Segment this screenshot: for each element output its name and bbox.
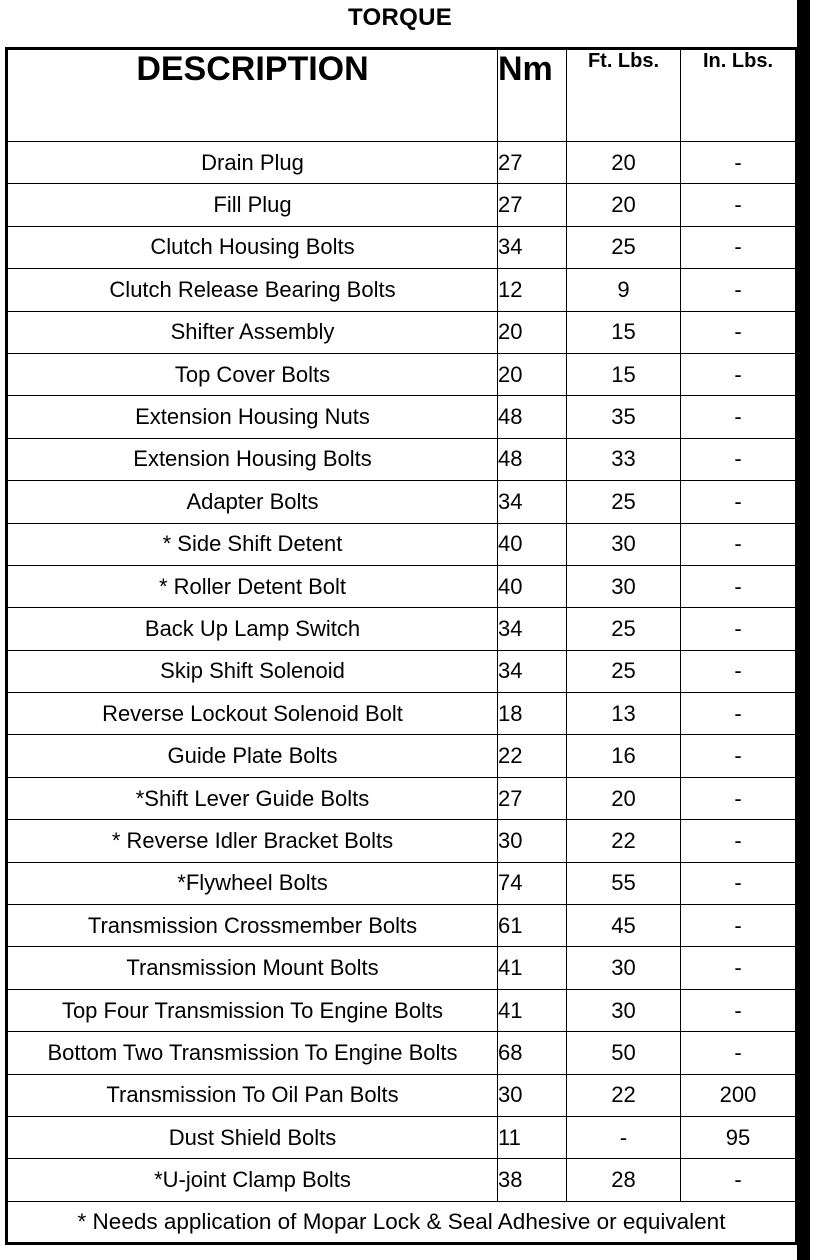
ft-lbs-cell: -: [567, 1116, 681, 1158]
description-cell: Clutch Housing Bolts: [7, 226, 498, 268]
in-lbs-cell: -: [681, 438, 797, 480]
table-row: [7, 735, 797, 777]
header-in-lbs: In. Lbs.: [681, 49, 797, 142]
table-row: [7, 608, 797, 650]
table-row: [7, 989, 797, 1031]
nm-cell: 18: [498, 693, 567, 735]
nm-cell: 11: [498, 1116, 567, 1158]
in-lbs-cell: -: [681, 565, 797, 607]
description-cell: * Side Shift Detent: [7, 523, 498, 565]
nm-cell: 27: [498, 184, 567, 226]
table-row: [7, 1032, 797, 1074]
ft-lbs-cell: 9: [567, 269, 681, 311]
description-cell: *Shift Lever Guide Bolts: [7, 777, 498, 819]
in-lbs-cell: -: [681, 947, 797, 989]
description-cell: Transmission Mount Bolts: [7, 947, 498, 989]
table-row: [7, 184, 797, 226]
nm-cell: 41: [498, 947, 567, 989]
nm-cell: 34: [498, 650, 567, 692]
nm-cell: 22: [498, 735, 567, 777]
in-lbs-cell: -: [681, 184, 797, 226]
description-cell: Top Cover Bolts: [7, 353, 498, 395]
ft-lbs-cell: 50: [567, 1032, 681, 1074]
ft-lbs-cell: 33: [567, 438, 681, 480]
ft-lbs-cell: 20: [567, 142, 681, 184]
table-row: [7, 650, 797, 692]
description-cell: *U-joint Clamp Bolts: [7, 1159, 498, 1201]
ft-lbs-cell: 25: [567, 226, 681, 268]
ft-lbs-cell: 55: [567, 862, 681, 904]
header-row: [7, 49, 797, 142]
table-row: [7, 565, 797, 607]
table-row: [7, 1159, 797, 1201]
in-lbs-cell: -: [681, 862, 797, 904]
table-row: [7, 269, 797, 311]
nm-cell: 20: [498, 311, 567, 353]
in-lbs-cell: -: [681, 989, 797, 1031]
header-description: DESCRIPTION: [7, 49, 498, 142]
description-cell: Top Four Transmission To Engine Bolts: [7, 989, 498, 1031]
ft-lbs-cell: 16: [567, 735, 681, 777]
ft-lbs-cell: 30: [567, 523, 681, 565]
ft-lbs-cell: 20: [567, 184, 681, 226]
ft-lbs-cell: 30: [567, 565, 681, 607]
in-lbs-cell: -: [681, 693, 797, 735]
page-title: TORQUE: [347, 4, 453, 31]
in-lbs-cell: -: [681, 142, 797, 184]
description-cell: * Roller Detent Bolt: [7, 565, 498, 607]
nm-cell: 34: [498, 608, 567, 650]
table-row: [7, 947, 797, 989]
description-cell: Extension Housing Bolts: [7, 438, 498, 480]
in-lbs-cell: -: [681, 269, 797, 311]
in-lbs-cell: -: [681, 523, 797, 565]
nm-cell: 61: [498, 905, 567, 947]
torque-table: [5, 47, 798, 1245]
in-lbs-cell: -: [681, 735, 797, 777]
description-cell: Transmission To Oil Pan Bolts: [7, 1074, 498, 1116]
in-lbs-cell: 95: [681, 1116, 797, 1158]
nm-cell: 38: [498, 1159, 567, 1201]
footnote: * Needs application of Mopar Lock & Seal Adhesive or equivalent: [7, 1201, 797, 1243]
nm-cell: 41: [498, 989, 567, 1031]
description-cell: Fill Plug: [7, 184, 498, 226]
ft-lbs-cell: 20: [567, 777, 681, 819]
ft-lbs-cell: 25: [567, 608, 681, 650]
table-row: [7, 353, 797, 395]
in-lbs-cell: -: [681, 1159, 797, 1201]
description-cell: Clutch Release Bearing Bolts: [7, 269, 498, 311]
in-lbs-cell: -: [681, 396, 797, 438]
ft-lbs-cell: 13: [567, 693, 681, 735]
description-cell: Transmission Crossmember Bolts: [7, 905, 498, 947]
ft-lbs-cell: 28: [567, 1159, 681, 1201]
nm-cell: 27: [498, 142, 567, 184]
ft-lbs-cell: 25: [567, 481, 681, 523]
ft-lbs-cell: 15: [567, 353, 681, 395]
nm-cell: 40: [498, 565, 567, 607]
nm-cell: 34: [498, 226, 567, 268]
in-lbs-cell: -: [681, 820, 797, 862]
ft-lbs-cell: 30: [567, 989, 681, 1031]
ft-lbs-cell: 22: [567, 1074, 681, 1116]
ft-lbs-cell: 45: [567, 905, 681, 947]
in-lbs-cell: -: [681, 481, 797, 523]
description-cell: Back Up Lamp Switch: [7, 608, 498, 650]
description-cell: Adapter Bolts: [7, 481, 498, 523]
table-row: [7, 226, 797, 268]
nm-cell: 12: [498, 269, 567, 311]
nm-cell: 74: [498, 862, 567, 904]
ft-lbs-cell: 22: [567, 820, 681, 862]
table-row: [7, 862, 797, 904]
table-row: [7, 311, 797, 353]
nm-cell: 34: [498, 481, 567, 523]
nm-cell: 27: [498, 777, 567, 819]
table-row: [7, 820, 797, 862]
nm-cell: 48: [498, 438, 567, 480]
table-row: [7, 777, 797, 819]
ft-lbs-cell: 30: [567, 947, 681, 989]
description-cell: *Flywheel Bolts: [7, 862, 498, 904]
torque-rows: [7, 142, 797, 1202]
description-cell: Bottom Two Transmission To Engine Bolts: [7, 1032, 498, 1074]
header-ft-lbs: Ft. Lbs.: [567, 49, 681, 142]
description-cell: Extension Housing Nuts: [7, 396, 498, 438]
table-row: [7, 905, 797, 947]
table-row: [7, 481, 797, 523]
table-row: [7, 523, 797, 565]
footnote-row: [7, 1201, 797, 1243]
nm-cell: 30: [498, 1074, 567, 1116]
in-lbs-cell: -: [681, 777, 797, 819]
in-lbs-cell: -: [681, 650, 797, 692]
table-row: [7, 396, 797, 438]
in-lbs-cell: 200: [681, 1074, 797, 1116]
description-cell: Skip Shift Solenoid: [7, 650, 498, 692]
table-row: [7, 1116, 797, 1158]
table-row: [7, 1074, 797, 1116]
in-lbs-cell: -: [681, 226, 797, 268]
in-lbs-cell: -: [681, 905, 797, 947]
description-cell: * Reverse Idler Bracket Bolts: [7, 820, 498, 862]
page-edge-bar: [797, 0, 810, 1260]
nm-cell: 20: [498, 353, 567, 395]
nm-cell: 40: [498, 523, 567, 565]
in-lbs-cell: -: [681, 311, 797, 353]
table-row: [7, 693, 797, 735]
ft-lbs-cell: 35: [567, 396, 681, 438]
description-cell: Guide Plate Bolts: [7, 735, 498, 777]
in-lbs-cell: -: [681, 1032, 797, 1074]
header-nm: Nm: [498, 49, 567, 142]
description-cell: Drain Plug: [7, 142, 498, 184]
ft-lbs-cell: 15: [567, 311, 681, 353]
description-cell: Dust Shield Bolts: [7, 1116, 498, 1158]
nm-cell: 48: [498, 396, 567, 438]
in-lbs-cell: -: [681, 608, 797, 650]
description-cell: Shifter Assembly: [7, 311, 498, 353]
table-row: [7, 142, 797, 184]
nm-cell: 68: [498, 1032, 567, 1074]
table-row: [7, 438, 797, 480]
ft-lbs-cell: 25: [567, 650, 681, 692]
description-cell: Reverse Lockout Solenoid Bolt: [7, 693, 498, 735]
in-lbs-cell: -: [681, 353, 797, 395]
nm-cell: 30: [498, 820, 567, 862]
